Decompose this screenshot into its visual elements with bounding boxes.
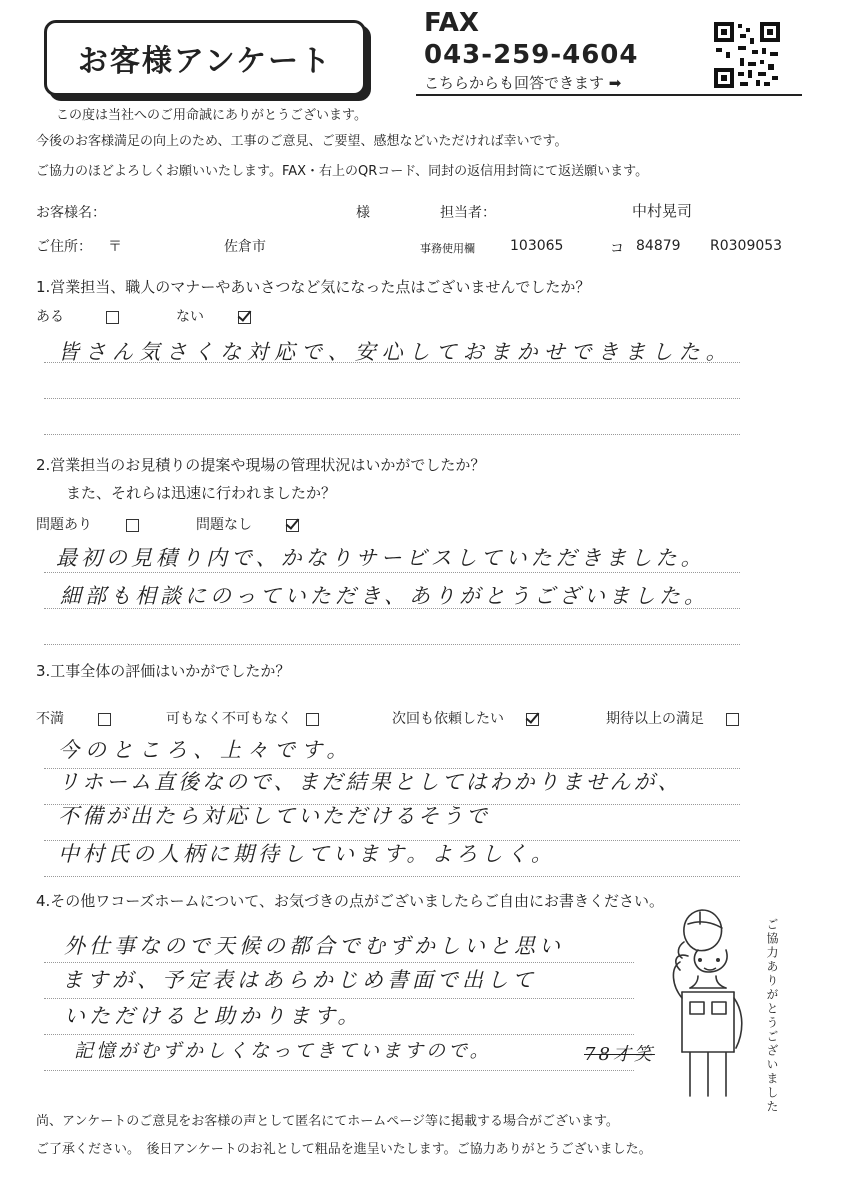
address-label: ご住所：	[36, 239, 92, 255]
q4-answer-line: 外仕事なので天候の都合でむずかしいと思い	[64, 934, 564, 958]
option-label: 不満	[36, 711, 64, 727]
fax-note: こちらからも回答できます ➡	[424, 74, 622, 92]
checkbox-checked[interactable]	[238, 311, 251, 324]
staff-name: 中村晃司	[632, 202, 693, 220]
worker-mascot-icon	[640, 902, 760, 1102]
thanks-vertical: ご協力ありがとうございました	[765, 918, 779, 1114]
office-code-3: R0309053	[710, 238, 783, 254]
q3-answer-line: 今のところ、上々です。	[58, 738, 354, 762]
checkbox-checked[interactable]	[526, 713, 539, 726]
postal-mark: 〒	[108, 239, 122, 255]
checkbox[interactable]	[726, 713, 739, 726]
checkbox[interactable]	[106, 311, 119, 324]
sama-label: 様	[356, 205, 370, 221]
fax-label: FAX	[424, 8, 479, 38]
q1-option-nai[interactable]	[176, 306, 251, 326]
option-label: 可もなく不可もなく	[166, 711, 292, 727]
survey-title: お客様アンケート	[44, 20, 366, 96]
q3-option-dissatisfied[interactable]	[36, 708, 111, 728]
q4-answer-line: ますが、予定表はあらかじめ書面で出して	[62, 968, 537, 992]
checkbox[interactable]	[306, 713, 319, 726]
city: 佐倉市	[224, 239, 266, 255]
option-label: ない	[176, 309, 204, 325]
question-3: 3.工事全体の評価はいかがでしたか？	[36, 662, 291, 680]
footer-line: ご了承ください。 後日アンケートのお礼として粗品を進呈いたします。ご協力ありがとうございました。	[36, 1142, 652, 1157]
fax-number: 043-259-4604	[424, 40, 639, 70]
question-4: 4.その他ワコーズホームについて、お気づきの点がございましたらご自由にお書きください。	[36, 892, 664, 910]
q1-answer-line: 皆さん気さくな対応で、安心しておまかせできました。	[58, 340, 733, 364]
answer-line	[44, 876, 740, 877]
signature-age: 78才笑	[584, 1044, 655, 1065]
option-label: ある	[36, 309, 64, 325]
option-label: 期待以上の満足	[606, 711, 704, 727]
q4-answer-line: 記憶がむずかしくなってきていますので。	[74, 1040, 492, 1062]
qr-code-icon[interactable]	[712, 20, 782, 90]
answer-line	[44, 962, 634, 963]
checkbox[interactable]	[98, 713, 111, 726]
question-2: 2.営業担当のお見積りの提案や現場の管理状況はいかがでしたか？	[36, 456, 486, 474]
intro-line: この度は当社へのご用命誠にありがとうございます。	[56, 108, 367, 123]
staff-label: 担当者：	[440, 205, 496, 221]
q4-answer-line: いただけると助かります。	[64, 1004, 363, 1028]
q3-answer-line: リホーム直後なので、まだ結果としてはわかりませんが、	[58, 770, 682, 794]
q1-option-aru[interactable]	[36, 306, 119, 326]
answer-line	[44, 1034, 634, 1035]
q3-option-beyond-expectations[interactable]	[606, 708, 739, 728]
q3-answer-line: 不備が出たら対応していただけるそうで	[58, 804, 490, 828]
customer-name-label: お客様名：	[36, 205, 106, 221]
q2-option-problem[interactable]	[36, 514, 139, 534]
question-1: 1.営業担当、職人のマナーやあいさつなど気になった点はございませんでしたか？	[36, 278, 591, 296]
answer-line	[44, 398, 740, 399]
answer-line	[44, 434, 740, 435]
q3-answer-line: 中村氏の人柄に期待しています。よろしく。	[58, 842, 556, 866]
checkbox[interactable]	[126, 519, 139, 532]
answer-line	[44, 572, 740, 573]
question-2-sub: また、それらは迅速に行われましたか？	[66, 484, 337, 502]
q3-option-request-again[interactable]	[392, 708, 539, 728]
checkbox-checked[interactable]	[286, 519, 299, 532]
answer-line	[44, 998, 634, 999]
footer-line: 尚、アンケートのご意見をお客様の声として匿名にてホームページ等に掲載する場合がございます。	[36, 1114, 619, 1129]
q2-answer-line: 細部も相談にのっていただき、ありがとうございました。	[60, 584, 709, 608]
intro-line: 今後のお客様満足の向上のため、工事のご意見、ご要望、感想などいただければ幸いです。	[36, 134, 568, 149]
office-use-label: 事務使用欄	[420, 242, 475, 255]
office-code-prefix: コ	[610, 241, 624, 257]
q2-option-no-problem[interactable]	[196, 514, 299, 534]
answer-line	[44, 1070, 634, 1071]
office-code-1: 103065	[510, 238, 564, 254]
intro-line: ご協力のほどよろしくお願いいたします。FAX・右上のQRコード、同封の返信用封筒にて返送願います。	[36, 164, 649, 179]
q3-option-neutral[interactable]	[166, 708, 319, 728]
header-divider	[416, 94, 802, 96]
office-code-2: 84879	[636, 238, 681, 254]
answer-line	[44, 644, 740, 645]
option-label: 次回も依頼したい	[392, 711, 504, 727]
q2-answer-line: 最初の見積り内で、かなりサービスしていただきました。	[56, 546, 706, 570]
option-label: 問題あり	[36, 517, 92, 533]
option-label: 問題なし	[196, 517, 252, 533]
